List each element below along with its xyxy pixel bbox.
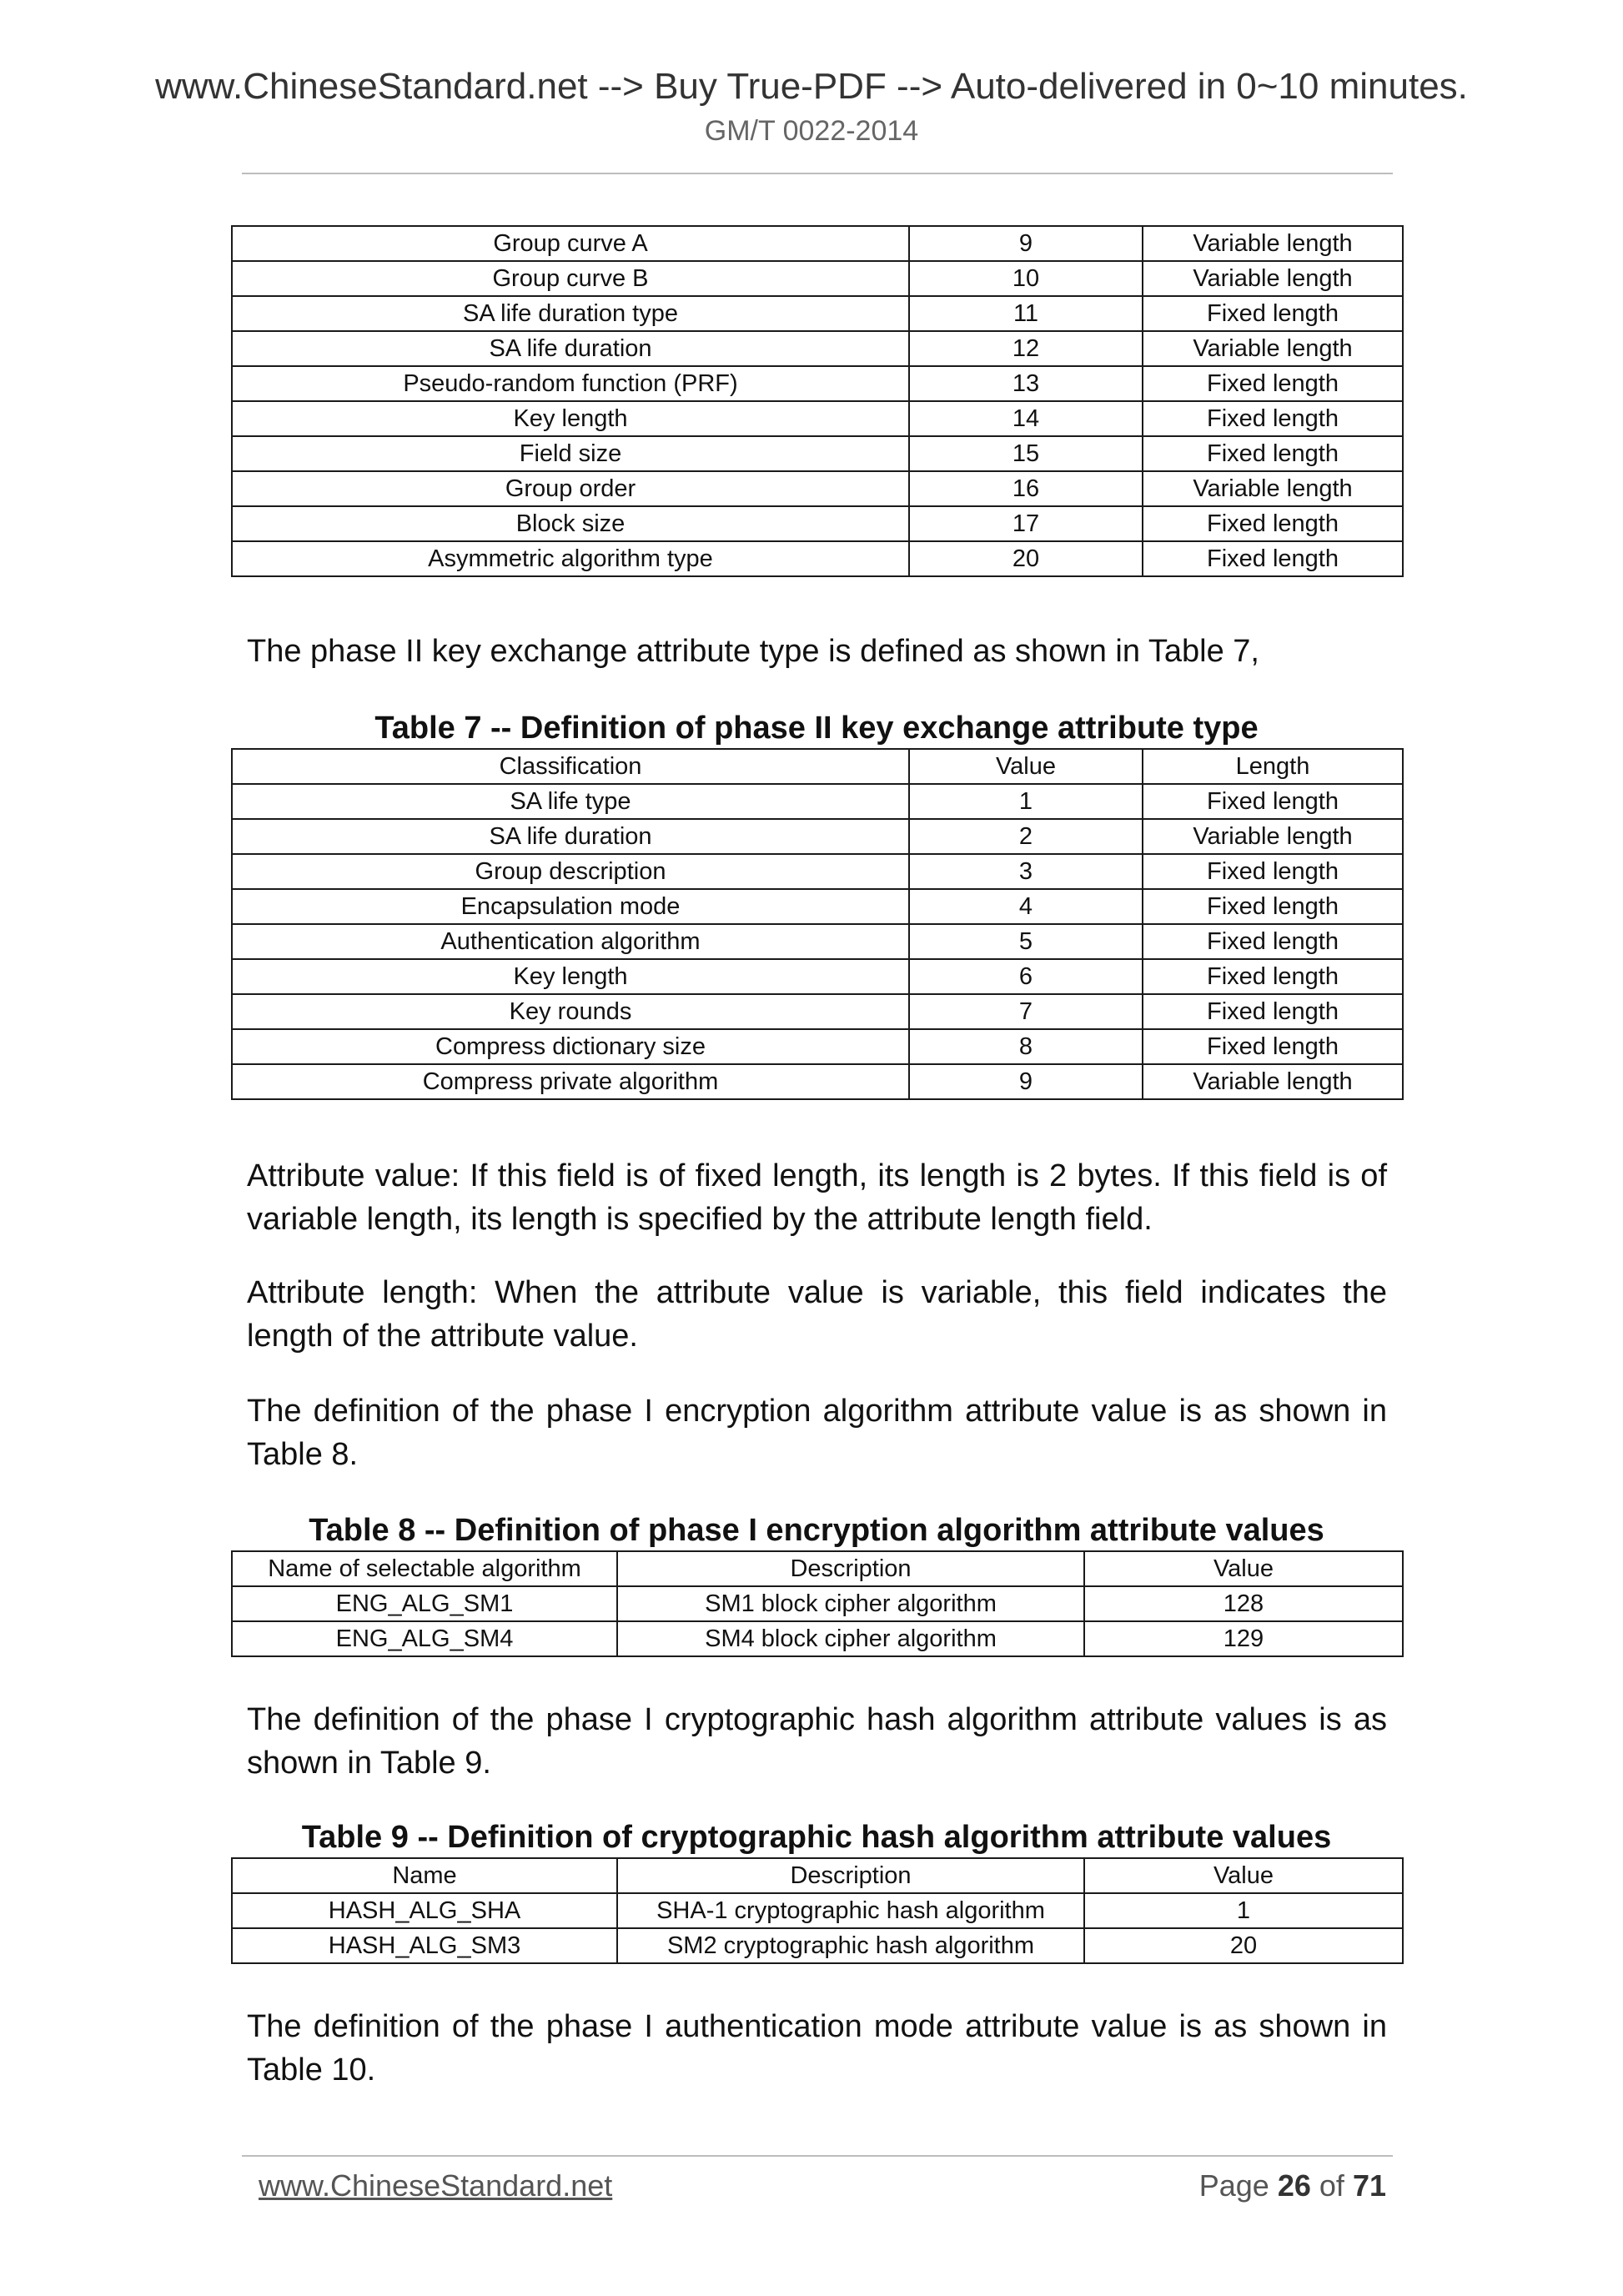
table-cell: SHA-1 cryptographic hash algorithm bbox=[617, 1893, 1084, 1928]
table-cell: Key length bbox=[232, 959, 909, 994]
column-header-name: Name bbox=[232, 1858, 617, 1893]
table-cell: Fixed length bbox=[1143, 854, 1403, 889]
table-row bbox=[232, 819, 1403, 854]
paragraph-table8-intro: The definition of the phase I encryption algorithm attribute value is as shown in Table 8. bbox=[247, 1394, 1387, 1472]
table-cell: Compress dictionary size bbox=[232, 1029, 909, 1064]
table-row bbox=[232, 436, 1403, 471]
column-header-classification: Classification bbox=[232, 749, 909, 784]
table-row bbox=[232, 1586, 1403, 1621]
table-row bbox=[232, 331, 1403, 366]
table-row bbox=[232, 784, 1403, 819]
paragraph-table10-intro: The definition of the phase I authentication mode attribute value is as shown in Table 10. bbox=[247, 2009, 1387, 2088]
table9-caption: Table 9 -- Definition of cryptographic hash algorithm attribute values bbox=[301, 1820, 1332, 1855]
header-title: www.ChineseStandard.net --> Buy True-PDF --> Auto-delivered in 0~10 minutes. bbox=[155, 66, 1468, 107]
table-row bbox=[232, 1621, 1403, 1656]
table-row bbox=[232, 1064, 1403, 1099]
table-cell: Authentication algorithm bbox=[232, 924, 909, 959]
column-header-length: Length bbox=[1143, 749, 1403, 784]
table-row bbox=[232, 1928, 1403, 1963]
table-cell: Fixed length bbox=[1143, 366, 1403, 401]
table-cell: SA life type bbox=[232, 784, 909, 819]
table-cell: Group description bbox=[232, 854, 909, 889]
table-cell: Encapsulation mode bbox=[232, 889, 909, 924]
table-cell: Key length bbox=[232, 401, 909, 436]
table-cell: Fixed length bbox=[1143, 889, 1403, 924]
paragraph-attribute-value: Attribute value: If this field is of fixed length, its length is 2 bytes. If this field is of variable length, its length is specified by the attribute length field. bbox=[247, 1158, 1387, 1237]
table-cell: Fixed length bbox=[1143, 1029, 1403, 1064]
paragraph-table9-intro: The definition of the phase I cryptographic hash algorithm attribute values is as shown in Table 9. bbox=[247, 1702, 1387, 1781]
table-row bbox=[232, 366, 1403, 401]
table-row bbox=[232, 471, 1403, 506]
table-cell: 10 bbox=[909, 261, 1143, 296]
table-cell: Key rounds bbox=[232, 994, 909, 1029]
table-cell: Field size bbox=[232, 436, 909, 471]
table-cell: Fixed length bbox=[1143, 506, 1403, 541]
table-row bbox=[232, 889, 1403, 924]
table-cell: Fixed length bbox=[1143, 994, 1403, 1029]
table-row bbox=[232, 226, 1403, 261]
table-row bbox=[232, 959, 1403, 994]
table-cell: 1 bbox=[1084, 1893, 1403, 1928]
header-rule bbox=[242, 173, 1393, 174]
table-cell: ENG_ALG_SM4 bbox=[232, 1621, 617, 1656]
table-row bbox=[232, 924, 1403, 959]
table-cell: 17 bbox=[909, 506, 1143, 541]
table-cell: Fixed length bbox=[1143, 784, 1403, 819]
table-cell: Fixed length bbox=[1143, 924, 1403, 959]
table-cell: 13 bbox=[909, 366, 1143, 401]
table8-caption: Table 8 -- Definition of phase I encryption algorithm attribute values bbox=[309, 1513, 1324, 1548]
footer-rule bbox=[242, 2155, 1393, 2157]
table-cell: 9 bbox=[909, 1064, 1143, 1099]
table-cell: Fixed length bbox=[1143, 436, 1403, 471]
page-prefix: Page bbox=[1198, 2168, 1269, 2203]
table-cell: 14 bbox=[909, 401, 1143, 436]
table-cell: Group curve A bbox=[232, 226, 909, 261]
table-cell: 20 bbox=[909, 541, 1143, 576]
standard-code: GM/T 0022-2014 bbox=[704, 115, 919, 147]
table-cell: SM1 block cipher algorithm bbox=[617, 1586, 1084, 1621]
table-row bbox=[232, 261, 1403, 296]
paragraph-attribute-length: Attribute length: When the attribute value is variable, this field indicates the length of the attribute value. bbox=[247, 1275, 1387, 1354]
table-cell: 9 bbox=[909, 226, 1143, 261]
table-cell: Group order bbox=[232, 471, 909, 506]
table-cell: Group curve B bbox=[232, 261, 909, 296]
table-header-row bbox=[232, 749, 1403, 784]
table-cell: 4 bbox=[909, 889, 1143, 924]
table-cell: 1 bbox=[909, 784, 1143, 819]
table-cell: SA life duration bbox=[232, 331, 909, 366]
table8-encryption-algorithm-values bbox=[231, 1550, 1404, 1657]
table-cell: 7 bbox=[909, 994, 1143, 1029]
column-header-value: Value bbox=[909, 749, 1143, 784]
page-header bbox=[0, 63, 1623, 148]
table-cell: Fixed length bbox=[1143, 541, 1403, 576]
table-header-row bbox=[232, 1858, 1403, 1893]
page-number bbox=[1199, 2167, 1386, 2205]
column-header-name: Name of selectable algorithm bbox=[232, 1551, 617, 1586]
table-cell: 11 bbox=[909, 296, 1143, 331]
table9-hash-algorithm-values bbox=[231, 1857, 1404, 1964]
table-cell: Pseudo-random function (PRF) bbox=[232, 366, 909, 401]
table-row bbox=[232, 1893, 1403, 1928]
table-cell: Variable length bbox=[1143, 1064, 1403, 1099]
table-cell: 129 bbox=[1084, 1621, 1403, 1656]
table-cell: Variable length bbox=[1143, 819, 1403, 854]
table-cell: Compress private algorithm bbox=[232, 1064, 909, 1099]
table-cell: 20 bbox=[1084, 1928, 1403, 1963]
footer-website-link[interactable]: www.ChineseStandard.net bbox=[259, 2168, 613, 2203]
table-cell: 16 bbox=[909, 471, 1143, 506]
page-total: 71 bbox=[1352, 2168, 1386, 2203]
table-cell: Fixed length bbox=[1143, 959, 1403, 994]
table-row bbox=[232, 296, 1403, 331]
page-current: 26 bbox=[1277, 2168, 1311, 2203]
table-row bbox=[232, 401, 1403, 436]
table-cell: 12 bbox=[909, 331, 1143, 366]
table-row bbox=[232, 1029, 1403, 1064]
column-header-description: Description bbox=[617, 1858, 1084, 1893]
table7-phase2-key-exchange-attributes bbox=[231, 748, 1404, 1100]
table-cell: HASH_ALG_SM3 bbox=[232, 1928, 617, 1963]
table-cell: Asymmetric algorithm type bbox=[232, 541, 909, 576]
table-row bbox=[232, 994, 1403, 1029]
table-row bbox=[232, 854, 1403, 889]
table-row bbox=[232, 506, 1403, 541]
table7-caption: Table 7 -- Definition of phase II key exchange attribute type bbox=[374, 711, 1259, 746]
table-cell: 2 bbox=[909, 819, 1143, 854]
column-header-description: Description bbox=[617, 1551, 1084, 1586]
table-cell: Block size bbox=[232, 506, 909, 541]
table-cell: 5 bbox=[909, 924, 1143, 959]
column-header-value: Value bbox=[1084, 1551, 1403, 1586]
page-of: of bbox=[1319, 2168, 1344, 2203]
table-cell: ENG_ALG_SM1 bbox=[232, 1586, 617, 1621]
table-cell: HASH_ALG_SHA bbox=[232, 1893, 617, 1928]
table-cell: SA life duration type bbox=[232, 296, 909, 331]
table-cell: Variable length bbox=[1143, 226, 1403, 261]
table-row bbox=[232, 541, 1403, 576]
table-cell: 128 bbox=[1084, 1586, 1403, 1621]
paragraph-table7-intro: The phase II key exchange attribute type is defined as shown in Table 7, bbox=[247, 634, 1259, 669]
table-cell: Fixed length bbox=[1143, 296, 1403, 331]
table-cell: SM4 block cipher algorithm bbox=[617, 1621, 1084, 1656]
table-cell: Variable length bbox=[1143, 471, 1403, 506]
column-header-value: Value bbox=[1084, 1858, 1403, 1893]
table-cell: SA life duration bbox=[232, 819, 909, 854]
table-cell: Variable length bbox=[1143, 331, 1403, 366]
table-cell: Fixed length bbox=[1143, 401, 1403, 436]
table-cell: 8 bbox=[909, 1029, 1143, 1064]
table-cell: 3 bbox=[909, 854, 1143, 889]
table-cell: 15 bbox=[909, 436, 1143, 471]
table-cell: SM2 cryptographic hash algorithm bbox=[617, 1928, 1084, 1963]
table-header-row bbox=[232, 1551, 1403, 1586]
table-cell: Variable length bbox=[1143, 261, 1403, 296]
table-cell: 6 bbox=[909, 959, 1143, 994]
table-phase1-attribute-types-continued bbox=[231, 225, 1404, 577]
